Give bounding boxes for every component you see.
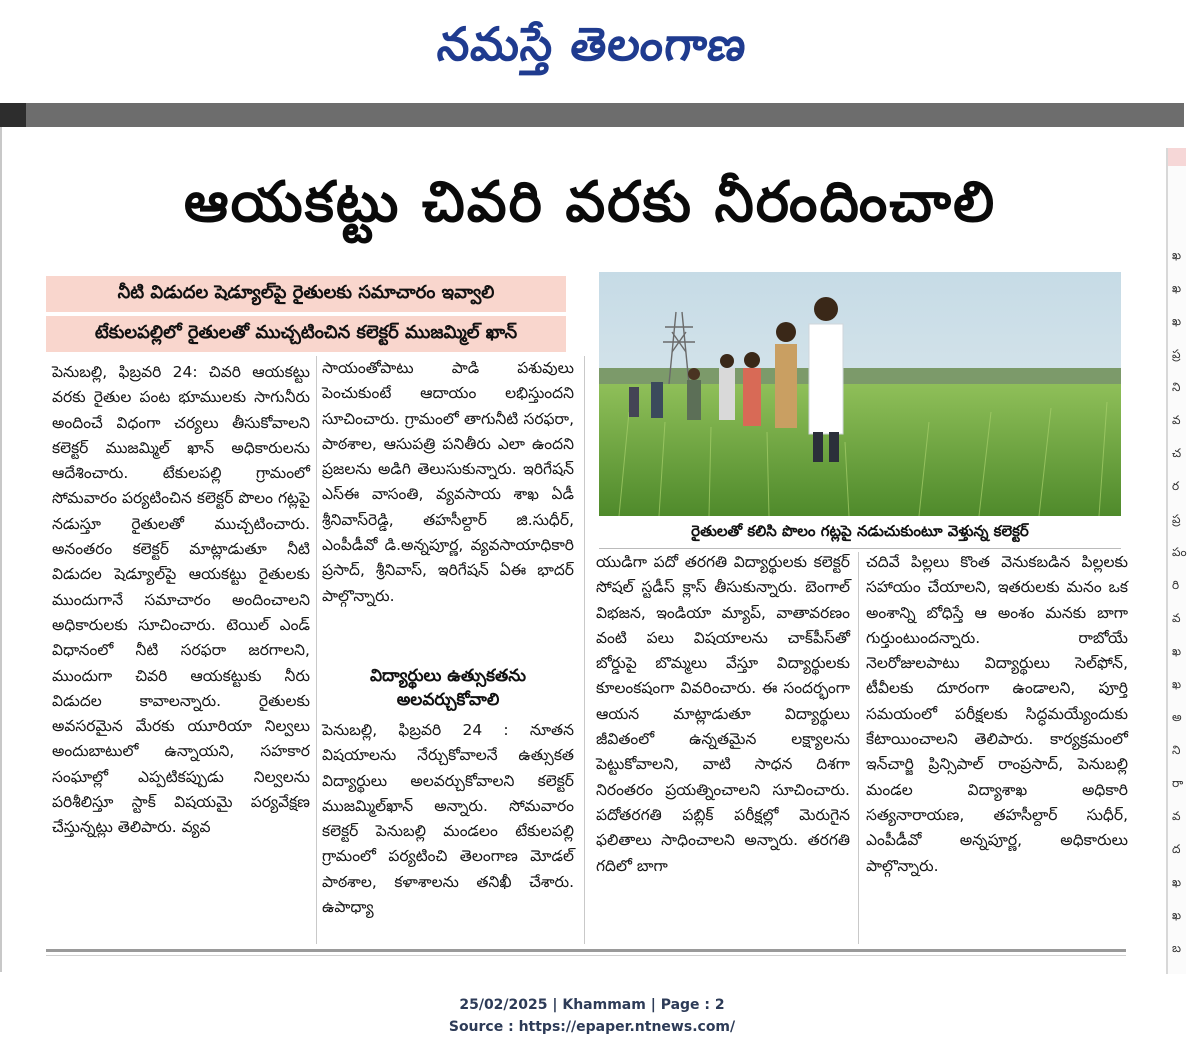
adjacent-article-glyph: చ — [1172, 446, 1182, 460]
adjacent-article-glyph: ఖ — [1172, 248, 1182, 262]
page-footer — [0, 994, 1184, 1038]
column-divider — [858, 552, 859, 944]
adjacent-article-glyph: రి — [1172, 578, 1180, 592]
adjacent-article-glyph: ని — [1172, 743, 1181, 757]
sub-article-column-2: యుడిగా పదో తరగతి విద్యార్థులకు కలెక్టర్ సోషల్ స్టడీస్ క్లాస్ తీసుకున్నారు. బెంగాల్ విభజన, ఇండియా మ్యాప్, వాతావరణం వంటి పలు విషయాలను చాక్‌పీస్‌తో బోర్డుపై బొమ్మలు వేస్తూ విద్యార్థులకు కూలంకషంగా వివరించారు. ఈ సందర్భంగా ఆయన మాట్లాడుతూ విద్యార్థులు జీవితంలో ఉన్నతమైన లక్ష్యాలను పెట్టుకోవాలని, వాటి సాధన దిశగా నిరంతరం ప్రయత్నించాలని సూచించారు. పదోతరగతి పబ్లిక్ పరీక్షల్లో మెరుగైన ఫలితాలు సాధించాలని అన్నారు. తరగతి గదిలో బాగా — [596, 553, 850, 875]
adjacent-article-glyph: రా — [1172, 776, 1184, 790]
adjacent-article-glyph: వ — [1172, 413, 1181, 427]
subheading-2: టేకులపల్లిలో రైతులతో ముచ్చటించిన కలెక్టర్ ముజమ్మిల్ ఖాన్ — [46, 316, 566, 352]
footer-date-edition: 25/02/2025 | Khammam | Page : 2 — [459, 997, 725, 1013]
adjacent-article-glyph: ఖ — [1172, 908, 1182, 922]
adjacent-article-glyph: ని — [1172, 380, 1181, 394]
header-band-left-block — [0, 103, 26, 127]
newspaper-logo: నమస్తే తెలంగాణ — [435, 17, 751, 71]
adjacent-article-glyph: ఖ — [1172, 281, 1182, 295]
adjacent-article-glyph: ఖ — [1172, 677, 1182, 691]
article-bottom-rule — [46, 949, 1126, 952]
article-column-2: సాయంతోపాటు పాడి పశువులు పెంచుకుంటే ఆదాయం లభిస్తుందని సూచించారు. గ్రామంలో తాగునీటి సరఫరా, పాఠశాల, ఆసుపత్రి పనితీరు ఎలా ఉందని ప్రజలను అడిగి తెలుసుకున్నారు. ఇరిగేషన్ ఎస్ఈ వాసంతి, వ్యవసాయ శాఖ ఏడీ శ్రీనివాస్‌రెడ్డి, తహసీల్దార్ జి.సుధీర్, ఎంపీడీవో డి.అన్నపూర్ణ, వ్యవసాయాధికారి ప్రసాద్, శ్రీనివాస్, ఇరిగేషన్ ఏఈ భాదర్ పాల్గొన్నారు. — [322, 359, 574, 605]
adjacent-article-glyph: అ — [1172, 710, 1182, 724]
adjacent-article-glyph: ద — [1172, 842, 1181, 856]
article-photo — [599, 272, 1121, 516]
photo-farm-field-illustration — [599, 272, 1121, 516]
sub-article-headline: విద్యార్థులు ఉత్సుకతను అలవర్చుకోవాలి — [369, 666, 527, 710]
sub-article-column-3: చదివే పిల్లలు కొంత వెనుకబడిన పిల్లలకు సహాయం చేయాలని, ఇతరులకు మనం ఒక అంశాన్ని బోధిస్తే ఆ అంశం మనకు బాగా గుర్తుంటుందన్నారు. రాబోయే నెలరోజులపాటు విద్యార్థులు సెల్‌ఫోన్, టీవీలకు దూరంగా ఉండాలని, పూర్తి సమయంలో పరీక్షలకు సిద్ధమయ్యేందుకు కేటాయించాలని తెలిపారు. కార్యక్రమంలో ఇన్‌చార్జి ప్రిన్సిపాల్ రాంప్రసాద్, పెనుబల్లి మండల విద్యాశాఖ అధికారి సత్యనారాయణ, తహసీల్దార్ సుధీర్, ఎంపీడీవో అన్నపూర్ణ, అధికారులు పాల్గొన్నారు. — [866, 553, 1128, 875]
adjacent-article-glyph: బ — [1172, 941, 1182, 955]
adjacent-article-glyph: ర — [1172, 479, 1180, 493]
adjacent-article-strip — [1166, 148, 1186, 974]
page-left-rule — [0, 127, 2, 972]
adjacent-article-glyph: ఖ — [1172, 314, 1182, 328]
article-headline: ఆయకట్టు చివరి వరకు నీరందించాలి — [183, 170, 997, 235]
footer-source[interactable]: Source : https://epaper.ntnews.com/ — [448, 1019, 736, 1035]
adjacent-article-tint — [1168, 148, 1186, 166]
adjacent-article-glyph: ఖ — [1172, 875, 1182, 889]
adjacent-article-glyph: వ — [1172, 611, 1181, 625]
adjacent-article-glyph: పం — [1172, 545, 1187, 559]
header-band — [0, 103, 1184, 127]
article-column-1: పెనుబల్లి, ఫిబ్రవరి 24: చివరి ఆయకట్టు వరకు రైతుల పంట భూములకు సాగునీరు అందించే విధంగా చర్యలు తీసుకోవాలని కలెక్టర్ ముజమ్మిల్ ఖాన్ అధికారులను ఆదేశించారు. టేకులపల్లి గ్రామంలో సోమవారం పర్యటించిన కలెక్టర్ పొలం గట్లపై నడుస్తూ రైతులతో ముచ్చటించారు. అనంతరం కలెక్టర్ మాట్లాడుతూ నీటి విడుదల షెడ్యూల్‌పై ఆయకట్టు రైతులకు ముందుగానే సమాచారం అందించాలని అధికారులకు సూచించారు. టెయిల్ ఎండ్ విధానంలో నీటి సరఫరా జరగాలని, ముందుగా చివరి ఆయకట్టుకు నీరు విడుదల కావాలన్నారు. రైతులకు అవసరమైన మేరకు యూరియా నిల్వలు అందుబాటులో ఉన్నాయని, సహకార సంఘాల్లో ఎప్పటికప్పుడు నిల్వలను పరిశీలిస్తూ స్టాక్ విషయమై పర్యవేక్షణ చేస్తున్నట్లు తెలిపారు. వ్యవ — [52, 363, 310, 837]
photo-caption: రైతులతో కలిసి పొలం గట్లపై నడుచుకుంటూ వెళ్తున్న కలెక్టర్ — [599, 518, 1121, 549]
subheading-1: నీటి విడుదల షెడ్యూల్‌పై రైతులకు సమాచారం ఇవ్వాలి — [46, 276, 566, 312]
column-divider — [584, 356, 585, 944]
adjacent-article-glyph: ప్ర — [1172, 347, 1181, 361]
adjacent-article-glyph: ఖ — [1172, 644, 1182, 658]
column-divider — [316, 356, 317, 944]
masthead — [0, 0, 1184, 100]
sub-article-column-1: పెనుబల్లి, ఫిబ్రవరి 24 : నూతన విషయాలను నేర్చుకోవాలనే ఉత్సుకత విద్యార్థులు అలవర్చుకోవాలని కలెక్టర్ ముజమ్మిల్‌ఖాన్ అన్నారు. సోమవారం కలెక్టర్ పెనుబల్లి మండలం టేకులపల్లి గ్రామంలో పర్యటించి తెలంగాణ మోడల్ పాఠశాల, కళాశాలను తనిఖీ చేశారు. ఉపాధ్యా — [322, 721, 574, 917]
adjacent-article-glyph: వ — [1172, 809, 1181, 823]
adjacent-article-glyph: ప్ర — [1172, 512, 1181, 526]
article-bottom-rule-thin — [46, 955, 1126, 956]
